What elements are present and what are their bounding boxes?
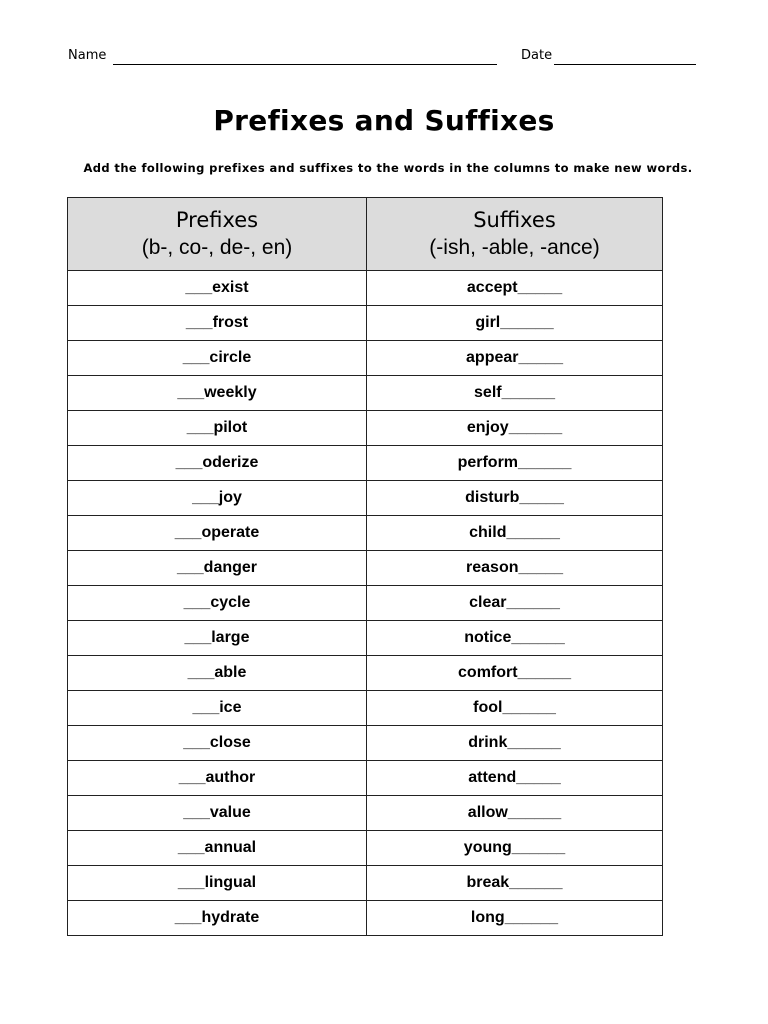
suffix-word-cell[interactable]: fool______ xyxy=(367,691,663,726)
suffix-word-cell[interactable]: notice______ xyxy=(367,621,663,656)
table-body xyxy=(68,271,663,936)
suffix-word-cell[interactable]: child______ xyxy=(367,516,663,551)
word-table xyxy=(67,197,663,936)
table-row xyxy=(68,306,663,341)
table-row xyxy=(68,621,663,656)
prefix-word-cell[interactable]: ___large xyxy=(68,621,367,656)
table-row xyxy=(68,271,663,306)
suffixes-heading: Suffixes xyxy=(473,208,556,232)
name-field-line[interactable] xyxy=(113,64,497,65)
suffixes-list: (-ish, -able, -ance) xyxy=(429,236,600,259)
table-row xyxy=(68,376,663,411)
prefix-word-cell[interactable]: ___operate xyxy=(68,516,367,551)
prefix-word-cell[interactable]: ___frost xyxy=(68,306,367,341)
suffix-word-cell[interactable]: girl______ xyxy=(367,306,663,341)
date-label: Date xyxy=(521,48,553,63)
suffix-word-cell[interactable]: long______ xyxy=(367,901,663,936)
prefixes-heading: Prefixes xyxy=(175,208,259,232)
table-row xyxy=(68,726,663,761)
table-row xyxy=(68,901,663,936)
prefix-word-cell[interactable]: ___danger xyxy=(68,551,367,586)
suffix-word-cell[interactable]: disturb_____ xyxy=(367,481,663,516)
table-row xyxy=(68,866,663,901)
table-row xyxy=(68,656,663,691)
table-row xyxy=(68,551,663,586)
table-row xyxy=(68,831,663,866)
prefix-word-cell[interactable]: ___hydrate xyxy=(68,901,367,936)
name-label: Name xyxy=(68,48,107,63)
table-row xyxy=(68,796,663,831)
prefix-word-cell[interactable]: ___exist xyxy=(68,271,367,306)
table-row xyxy=(68,481,663,516)
suffix-word-cell[interactable]: comfort______ xyxy=(367,656,663,691)
suffix-word-cell[interactable]: attend_____ xyxy=(367,761,663,796)
prefix-word-cell[interactable]: ___oderize xyxy=(68,446,367,481)
prefix-word-cell[interactable]: ___joy xyxy=(68,481,367,516)
suffix-word-cell[interactable]: appear_____ xyxy=(367,341,663,376)
table-row xyxy=(68,761,663,796)
prefix-word-cell[interactable]: ___close xyxy=(68,726,367,761)
table-header-row xyxy=(68,198,663,271)
prefix-word-cell[interactable]: ___value xyxy=(68,796,367,831)
page-title: Prefixes and Suffixes xyxy=(213,104,555,137)
suffix-word-cell[interactable]: enjoy______ xyxy=(367,411,663,446)
instructions: Add the following prefixes and suffixes to the words in the columns to make new words. xyxy=(83,161,693,175)
prefix-word-cell[interactable]: ___lingual xyxy=(68,866,367,901)
date-field-line[interactable] xyxy=(554,64,696,65)
prefixes-list: (b-, co-, de-, en) xyxy=(141,236,293,259)
table-row xyxy=(68,341,663,376)
suffixes-header xyxy=(367,198,663,271)
prefix-word-cell[interactable]: ___ice xyxy=(68,691,367,726)
suffix-word-cell[interactable]: perform______ xyxy=(367,446,663,481)
suffix-word-cell[interactable]: self______ xyxy=(367,376,663,411)
suffix-word-cell[interactable]: young______ xyxy=(367,831,663,866)
suffix-word-cell[interactable]: break______ xyxy=(367,866,663,901)
table-row xyxy=(68,691,663,726)
table-row xyxy=(68,586,663,621)
prefix-word-cell[interactable]: ___annual xyxy=(68,831,367,866)
name-date-header xyxy=(0,48,768,68)
suffix-word-cell[interactable]: accept_____ xyxy=(367,271,663,306)
prefix-word-cell[interactable]: ___pilot xyxy=(68,411,367,446)
prefix-word-cell[interactable]: ___cycle xyxy=(68,586,367,621)
table-row xyxy=(68,516,663,551)
suffix-word-cell[interactable]: drink______ xyxy=(367,726,663,761)
suffix-word-cell[interactable]: clear______ xyxy=(367,586,663,621)
prefix-word-cell[interactable]: ___circle xyxy=(68,341,367,376)
prefixes-header xyxy=(68,198,367,271)
table-row xyxy=(68,411,663,446)
prefix-word-cell[interactable]: ___able xyxy=(68,656,367,691)
prefix-word-cell[interactable]: ___weekly xyxy=(68,376,367,411)
prefix-word-cell[interactable]: ___author xyxy=(68,761,367,796)
suffix-word-cell[interactable]: allow______ xyxy=(367,796,663,831)
suffix-word-cell[interactable]: reason_____ xyxy=(367,551,663,586)
table-row xyxy=(68,446,663,481)
